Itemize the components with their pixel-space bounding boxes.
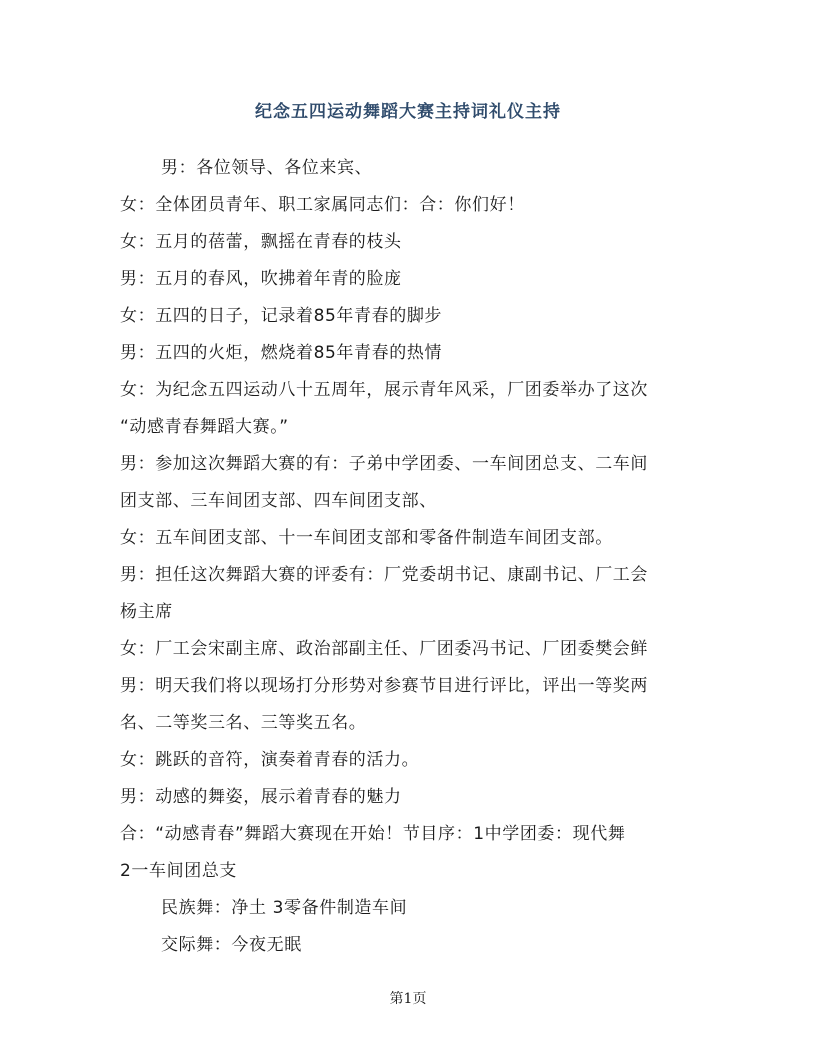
paragraph-line: 男：五月的春风，吹拂着年青的脸庞 xyxy=(120,269,402,289)
paragraph-line: 杨主席 xyxy=(120,602,173,622)
paragraph-line: 男：各位领导、各位来宾、 xyxy=(161,158,373,178)
document-title: 纪念五四运动舞蹈大赛主持词礼仪主持 xyxy=(255,102,561,122)
paragraph-line: 男：明天我们将以现场打分形势对参赛节目进行评比，评出一等奖两 xyxy=(120,676,648,696)
paragraph-line: 团支部、三车间团支部、四车间团支部、 xyxy=(120,491,437,511)
paragraph-line: 女：五四的日子，记录着85年青春的脚步 xyxy=(120,306,443,326)
paragraph-line: 男：动感的舞姿，展示着青春的魅力 xyxy=(120,787,402,807)
paragraph-line: 女：厂工会宋副主席、政治部副主任、厂团委冯书记、厂团委樊会鲜 xyxy=(120,639,648,659)
paragraph-line: 男：五四的火炬，燃烧着85年青春的热情 xyxy=(120,343,443,363)
paragraph-line: 女：五月的蓓蕾，飘摇在青春的枝头 xyxy=(120,232,402,252)
paragraph-line: 女：五车间团支部、十一车间团支部和零备件制造车间团支部。 xyxy=(120,528,613,548)
paragraph-line: 女：跳跃的音符，演奏着青春的活力。 xyxy=(120,750,420,770)
paragraph-line: 男：参加这次舞蹈大赛的有：子弟中学团委、一车间团总支、二车间 xyxy=(120,454,648,474)
paragraph-line: 女：全体团员青年、职工家属同志们：合：你们好！ xyxy=(120,195,525,215)
paragraph-line: 合：“动感青春”舞蹈大赛现在开始！节目序：1中学团委：现代舞 xyxy=(120,824,626,844)
paragraph-line: 男：担任这次舞蹈大赛的评委有：厂党委胡书记、康副书记、厂工会 xyxy=(120,565,648,585)
paragraph-line: 交际舞：今夜无眠 xyxy=(161,935,302,955)
document-body xyxy=(120,150,690,964)
paragraph-line: 女：为纪念五四运动八十五周年，展示青年风采，厂团委举办了这次 xyxy=(120,380,648,400)
paragraph-line: 2一车间团总支 xyxy=(120,861,238,881)
page-number: 第1页 xyxy=(389,991,427,1007)
paragraph-line: 名、二等奖三名、三等奖五名。 xyxy=(120,713,367,733)
paragraph-line: 民族舞：净土 3零备件制造车间 xyxy=(161,898,408,918)
paragraph-line: “动感青春舞蹈大赛。” xyxy=(120,417,289,437)
